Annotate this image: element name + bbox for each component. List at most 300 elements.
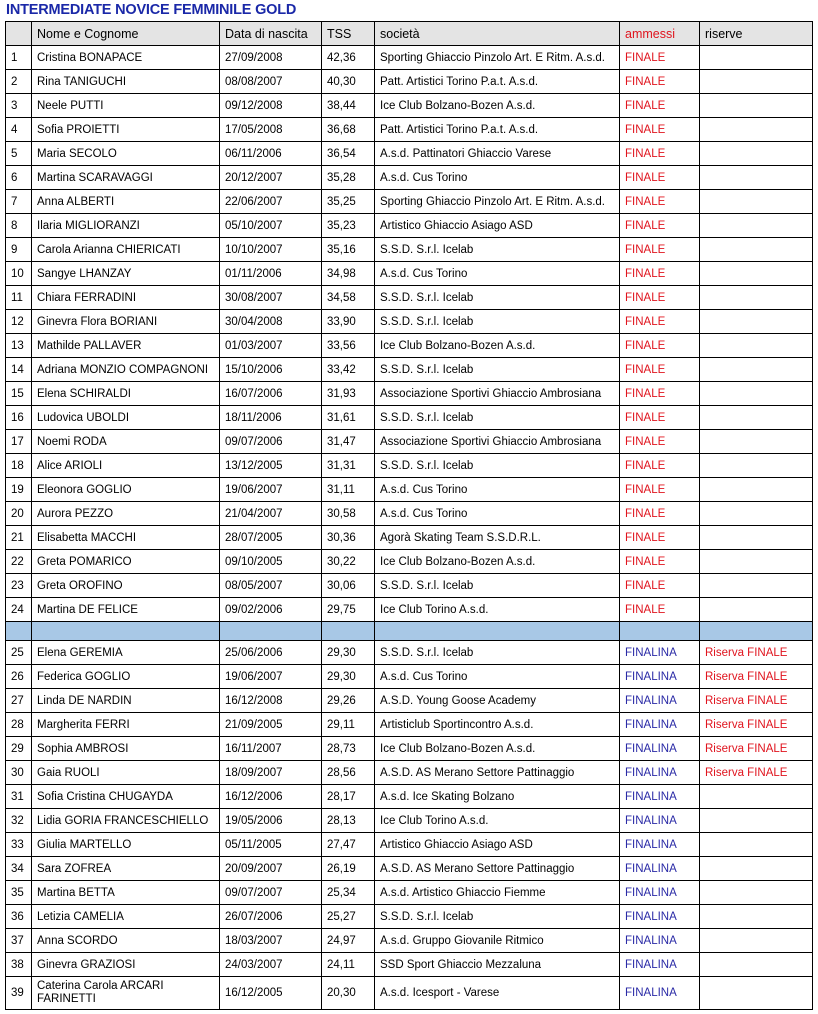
cell-name: Maria SECOLO — [32, 142, 220, 166]
cell-name: Ludovica UBOLDI — [32, 406, 220, 430]
table-body — [6, 46, 813, 1010]
cell-birth-date: 27/09/2008 — [220, 46, 322, 70]
cell-birth-date: 20/12/2007 — [220, 166, 322, 190]
cell-index: 4 — [6, 118, 32, 142]
cell-tss: 40,30 — [322, 70, 375, 94]
cell-birth-date: 18/11/2006 — [220, 406, 322, 430]
cell-birth-date: 09/12/2008 — [220, 94, 322, 118]
cell-ammessi: FINALINA — [620, 977, 700, 1010]
cell-ammessi: FINALINA — [620, 833, 700, 857]
cell-tss: 33,90 — [322, 310, 375, 334]
cell-index: 39 — [6, 977, 32, 1010]
table-row — [6, 238, 813, 262]
cell-index: 13 — [6, 334, 32, 358]
cell-birth-date: 05/11/2005 — [220, 833, 322, 857]
cell-index: 34 — [6, 857, 32, 881]
cell-name: Martina DE FELICE — [32, 598, 220, 622]
cell-tss: 25,27 — [322, 905, 375, 929]
table-row — [6, 334, 813, 358]
cell-index: 28 — [6, 713, 32, 737]
cell-club: S.S.D. S.r.l. Icelab — [375, 238, 620, 262]
cell-index: 32 — [6, 809, 32, 833]
cell-name: Anna ALBERTI — [32, 190, 220, 214]
cell-ammessi: FINALINA — [620, 665, 700, 689]
header-row — [6, 22, 813, 46]
cell-index: 35 — [6, 881, 32, 905]
cell-ammessi: FINALE — [620, 574, 700, 598]
cell-club: A.s.d. Cus Torino — [375, 262, 620, 286]
cell-club: Sporting Ghiaccio Pinzolo Art. E Ritm. A.s.d. — [375, 190, 620, 214]
cell-name: Martina SCARAVAGGI — [32, 166, 220, 190]
cell-club: S.S.D. S.r.l. Icelab — [375, 905, 620, 929]
cell-birth-date: 05/10/2007 — [220, 214, 322, 238]
cell-tss: 34,98 — [322, 262, 375, 286]
cell-ammessi: FINALE — [620, 238, 700, 262]
cell-club: A.s.d. Pattinatori Ghiaccio Varese — [375, 142, 620, 166]
cell-name: Federica GOGLIO — [32, 665, 220, 689]
cell-index: 17 — [6, 430, 32, 454]
cell-ammessi: FINALINA — [620, 713, 700, 737]
cell-ammessi: FINALE — [620, 358, 700, 382]
results-table — [5, 21, 813, 1010]
cell-name: Rina TANIGUCHI — [32, 70, 220, 94]
cell-club: Artisticlub Sportincontro A.s.d. — [375, 713, 620, 737]
table-row — [6, 46, 813, 70]
cell-riserve — [700, 382, 813, 406]
cell-birth-date: 30/04/2008 — [220, 310, 322, 334]
cell-index: 27 — [6, 689, 32, 713]
table-row — [6, 502, 813, 526]
separator-cell — [322, 622, 375, 641]
cell-ammessi: FINALE — [620, 334, 700, 358]
cell-club: Agorà Skating Team S.S.D.R.L. — [375, 526, 620, 550]
cell-club: Ice Club Bolzano-Bozen A.s.d. — [375, 334, 620, 358]
cell-ammessi: FINALE — [620, 118, 700, 142]
cell-birth-date: 22/06/2007 — [220, 190, 322, 214]
table-row — [6, 713, 813, 737]
cell-name: Giulia MARTELLO — [32, 833, 220, 857]
cell-ammessi: FINALE — [620, 430, 700, 454]
cell-club: A.s.d. Cus Torino — [375, 665, 620, 689]
cell-birth-date: 13/12/2005 — [220, 454, 322, 478]
cell-index: 1 — [6, 46, 32, 70]
cell-tss: 24,97 — [322, 929, 375, 953]
cell-club: Associazione Sportivi Ghiaccio Ambrosiana — [375, 382, 620, 406]
cell-name: Greta OROFINO — [32, 574, 220, 598]
cell-birth-date: 09/02/2006 — [220, 598, 322, 622]
cell-index: 18 — [6, 454, 32, 478]
cell-club: Ice Club Bolzano-Bozen A.s.d. — [375, 737, 620, 761]
separator-cell — [32, 622, 220, 641]
separator-cell — [6, 622, 32, 641]
cell-club: S.S.D. S.r.l. Icelab — [375, 574, 620, 598]
cell-birth-date: 17/05/2008 — [220, 118, 322, 142]
page-title: INTERMEDIATE NOVICE FEMMINILE GOLD — [6, 2, 297, 18]
cell-tss: 28,17 — [322, 785, 375, 809]
cell-riserve — [700, 70, 813, 94]
table-row — [6, 142, 813, 166]
cell-ammessi: FINALE — [620, 598, 700, 622]
cell-club: Ice Club Torino A.s.d. — [375, 598, 620, 622]
cell-index: 21 — [6, 526, 32, 550]
cell-index: 19 — [6, 478, 32, 502]
table-row — [6, 977, 813, 1010]
cell-birth-date: 06/11/2006 — [220, 142, 322, 166]
table-row — [6, 94, 813, 118]
cell-ammessi: FINALE — [620, 478, 700, 502]
cell-index: 12 — [6, 310, 32, 334]
cell-riserve — [700, 478, 813, 502]
cell-birth-date: 16/12/2005 — [220, 977, 322, 1010]
cell-ammessi: FINALE — [620, 382, 700, 406]
cell-ammessi: FINALINA — [620, 905, 700, 929]
cell-tss: 29,30 — [322, 665, 375, 689]
table-row — [6, 358, 813, 382]
cell-tss: 25,34 — [322, 881, 375, 905]
cell-riserve — [700, 550, 813, 574]
cell-name: Adriana MONZIO COMPAGNONI — [32, 358, 220, 382]
separator-row — [6, 622, 813, 641]
cell-club: Ice Club Bolzano-Bozen A.s.d. — [375, 94, 620, 118]
cell-tss: 28,56 — [322, 761, 375, 785]
cell-tss: 35,28 — [322, 166, 375, 190]
table-row — [6, 641, 813, 665]
cell-tss: 24,11 — [322, 953, 375, 977]
cell-riserve — [700, 190, 813, 214]
cell-index: 37 — [6, 929, 32, 953]
cell-ammessi: FINALE — [620, 550, 700, 574]
cell-ammessi: FINALINA — [620, 785, 700, 809]
header-index — [6, 22, 32, 46]
cell-birth-date: 20/09/2007 — [220, 857, 322, 881]
cell-riserve — [700, 526, 813, 550]
cell-riserve: Riserva FINALE — [700, 665, 813, 689]
separator-cell — [700, 622, 813, 641]
cell-tss: 35,16 — [322, 238, 375, 262]
table-row — [6, 785, 813, 809]
cell-ammessi: FINALE — [620, 166, 700, 190]
cell-club: Ice Club Bolzano-Bozen A.s.d. — [375, 550, 620, 574]
cell-club: A.S.D. Young Goose Academy — [375, 689, 620, 713]
table-row — [6, 929, 813, 953]
cell-ammessi: FINALE — [620, 70, 700, 94]
cell-ammessi: FINALE — [620, 190, 700, 214]
cell-riserve — [700, 977, 813, 1010]
cell-club: A.S.D. AS Merano Settore Pattinaggio — [375, 761, 620, 785]
cell-birth-date: 25/06/2006 — [220, 641, 322, 665]
cell-ammessi: FINALE — [620, 46, 700, 70]
cell-tss: 28,73 — [322, 737, 375, 761]
cell-tss: 31,31 — [322, 454, 375, 478]
cell-birth-date: 16/12/2008 — [220, 689, 322, 713]
cell-riserve — [700, 929, 813, 953]
cell-name: Aurora PEZZO — [32, 502, 220, 526]
cell-name: Lidia GORIA FRANCESCHIELLO — [32, 809, 220, 833]
cell-tss: 31,47 — [322, 430, 375, 454]
cell-name: Mathilde PALLAVER — [32, 334, 220, 358]
cell-birth-date: 16/11/2007 — [220, 737, 322, 761]
cell-birth-date: 24/03/2007 — [220, 953, 322, 977]
cell-index: 16 — [6, 406, 32, 430]
cell-club: A.s.d. Ice Skating Bolzano — [375, 785, 620, 809]
cell-tss: 29,11 — [322, 713, 375, 737]
header-name: Nome e Cognome — [32, 22, 220, 46]
cell-index: 24 — [6, 598, 32, 622]
cell-tss: 26,19 — [322, 857, 375, 881]
cell-index: 29 — [6, 737, 32, 761]
cell-name: Neele PUTTI — [32, 94, 220, 118]
cell-ammessi: FINALE — [620, 310, 700, 334]
cell-riserve — [700, 118, 813, 142]
cell-riserve — [700, 857, 813, 881]
cell-club: Patt. Artistici Torino P.a.t. A.s.d. — [375, 70, 620, 94]
cell-club: S.S.D. S.r.l. Icelab — [375, 286, 620, 310]
cell-index: 3 — [6, 94, 32, 118]
cell-index: 22 — [6, 550, 32, 574]
cell-riserve — [700, 358, 813, 382]
cell-name: Sofia Cristina CHUGAYDA — [32, 785, 220, 809]
header-tss: TSS — [322, 22, 375, 46]
table-row — [6, 809, 813, 833]
cell-tss: 28,13 — [322, 809, 375, 833]
cell-name: Alice ARIOLI — [32, 454, 220, 478]
cell-name: Carola Arianna CHIERICATI — [32, 238, 220, 262]
cell-birth-date: 21/09/2005 — [220, 713, 322, 737]
cell-ammessi: FINALINA — [620, 881, 700, 905]
cell-birth-date: 08/08/2007 — [220, 70, 322, 94]
cell-birth-date: 16/07/2006 — [220, 382, 322, 406]
cell-birth-date: 18/03/2007 — [220, 929, 322, 953]
cell-tss: 33,56 — [322, 334, 375, 358]
cell-name: Elena SCHIRALDI — [32, 382, 220, 406]
cell-name: Gaia RUOLI — [32, 761, 220, 785]
cell-name: Caterina Carola ARCARI FARINETTI — [32, 977, 220, 1010]
cell-club: S.S.D. S.r.l. Icelab — [375, 358, 620, 382]
cell-tss: 29,26 — [322, 689, 375, 713]
cell-index: 8 — [6, 214, 32, 238]
cell-index: 14 — [6, 358, 32, 382]
cell-birth-date: 26/07/2006 — [220, 905, 322, 929]
table-row — [6, 598, 813, 622]
cell-tss: 29,30 — [322, 641, 375, 665]
cell-name: Eleonora GOGLIO — [32, 478, 220, 502]
cell-name: Elisabetta MACCHI — [32, 526, 220, 550]
table-row — [6, 118, 813, 142]
cell-index: 38 — [6, 953, 32, 977]
table-row — [6, 953, 813, 977]
cell-tss: 36,68 — [322, 118, 375, 142]
cell-name: Sangye LHANZAY — [32, 262, 220, 286]
cell-club: S.S.D. S.r.l. Icelab — [375, 406, 620, 430]
cell-riserve — [700, 785, 813, 809]
cell-ammessi: FINALINA — [620, 953, 700, 977]
cell-ammessi: FINALE — [620, 142, 700, 166]
cell-club: S.S.D. S.r.l. Icelab — [375, 454, 620, 478]
cell-birth-date: 19/05/2006 — [220, 809, 322, 833]
cell-riserve — [700, 905, 813, 929]
cell-ammessi: FINALE — [620, 406, 700, 430]
cell-club: A.s.d. Cus Torino — [375, 502, 620, 526]
cell-tss: 20,30 — [322, 977, 375, 1010]
table-row — [6, 70, 813, 94]
cell-riserve — [700, 262, 813, 286]
cell-tss: 31,93 — [322, 382, 375, 406]
cell-name: Elena GEREMIA — [32, 641, 220, 665]
table-row — [6, 166, 813, 190]
cell-riserve — [700, 94, 813, 118]
cell-ammessi: FINALINA — [620, 641, 700, 665]
cell-birth-date: 19/06/2007 — [220, 478, 322, 502]
cell-tss: 42,36 — [322, 46, 375, 70]
cell-birth-date: 30/08/2007 — [220, 286, 322, 310]
header-birth-date: Data di nascita — [220, 22, 322, 46]
cell-name: Cristina BONAPACE — [32, 46, 220, 70]
cell-club: Artistico Ghiaccio Asiago ASD — [375, 833, 620, 857]
cell-birth-date: 01/03/2007 — [220, 334, 322, 358]
cell-riserve — [700, 46, 813, 70]
cell-ammessi: FINALE — [620, 502, 700, 526]
cell-tss: 36,54 — [322, 142, 375, 166]
table-row — [6, 905, 813, 929]
table-row — [6, 454, 813, 478]
cell-club: Patt. Artistici Torino P.a.t. A.s.d. — [375, 118, 620, 142]
cell-name: Ilaria MIGLIORANZI — [32, 214, 220, 238]
cell-club: Sporting Ghiaccio Pinzolo Art. E Ritm. A.s.d. — [375, 46, 620, 70]
cell-birth-date: 16/12/2006 — [220, 785, 322, 809]
cell-tss: 31,61 — [322, 406, 375, 430]
table-row — [6, 286, 813, 310]
cell-birth-date: 15/10/2006 — [220, 358, 322, 382]
cell-riserve — [700, 334, 813, 358]
cell-riserve — [700, 598, 813, 622]
table-row — [6, 689, 813, 713]
cell-club: A.s.d. Artistico Ghiaccio Fiemme — [375, 881, 620, 905]
cell-index: 7 — [6, 190, 32, 214]
cell-tss: 30,22 — [322, 550, 375, 574]
cell-club: A.s.d. Gruppo Giovanile Ritmico — [375, 929, 620, 953]
cell-tss: 38,44 — [322, 94, 375, 118]
cell-club: A.s.d. Cus Torino — [375, 478, 620, 502]
cell-index: 9 — [6, 238, 32, 262]
cell-riserve — [700, 310, 813, 334]
cell-name: Sophia AMBROSI — [32, 737, 220, 761]
cell-tss: 30,06 — [322, 574, 375, 598]
cell-tss: 29,75 — [322, 598, 375, 622]
cell-ammessi: FINALE — [620, 94, 700, 118]
table-row — [6, 310, 813, 334]
cell-birth-date: 01/11/2006 — [220, 262, 322, 286]
cell-riserve — [700, 454, 813, 478]
cell-tss: 30,36 — [322, 526, 375, 550]
header-club: società — [375, 22, 620, 46]
cell-tss: 30,58 — [322, 502, 375, 526]
cell-index: 10 — [6, 262, 32, 286]
cell-index: 20 — [6, 502, 32, 526]
cell-index: 25 — [6, 641, 32, 665]
cell-birth-date: 09/07/2007 — [220, 881, 322, 905]
cell-club: A.S.D. AS Merano Settore Pattinaggio — [375, 857, 620, 881]
table-row — [6, 382, 813, 406]
table-row — [6, 665, 813, 689]
cell-riserve — [700, 833, 813, 857]
cell-ammessi: FINALE — [620, 454, 700, 478]
cell-birth-date: 10/10/2007 — [220, 238, 322, 262]
cell-index: 15 — [6, 382, 32, 406]
cell-riserve — [700, 953, 813, 977]
header-ammessi: ammessi — [620, 22, 700, 46]
cell-riserve — [700, 574, 813, 598]
table-row — [6, 761, 813, 785]
cell-birth-date: 21/04/2007 — [220, 502, 322, 526]
cell-club: Artistico Ghiaccio Asiago ASD — [375, 214, 620, 238]
cell-club: Associazione Sportivi Ghiaccio Ambrosiana — [375, 430, 620, 454]
cell-name: Greta POMARICO — [32, 550, 220, 574]
table-row — [6, 881, 813, 905]
table-row — [6, 190, 813, 214]
cell-name: Noemi RODA — [32, 430, 220, 454]
cell-tss: 27,47 — [322, 833, 375, 857]
cell-ammessi: FINALE — [620, 526, 700, 550]
cell-name: Sara ZOFREA — [32, 857, 220, 881]
table-row — [6, 574, 813, 598]
separator-cell — [620, 622, 700, 641]
cell-name: Anna SCORDO — [32, 929, 220, 953]
cell-name: Martina BETTA — [32, 881, 220, 905]
cell-index: 31 — [6, 785, 32, 809]
cell-index: 6 — [6, 166, 32, 190]
cell-ammessi: FINALINA — [620, 809, 700, 833]
cell-ammessi: FINALINA — [620, 737, 700, 761]
cell-birth-date: 08/05/2007 — [220, 574, 322, 598]
cell-birth-date: 19/06/2007 — [220, 665, 322, 689]
cell-riserve: Riserva FINALE — [700, 689, 813, 713]
cell-tss: 34,58 — [322, 286, 375, 310]
cell-name: Letizia CAMELIA — [32, 905, 220, 929]
table-row — [6, 526, 813, 550]
cell-index: 33 — [6, 833, 32, 857]
cell-riserve — [700, 166, 813, 190]
table-row — [6, 406, 813, 430]
cell-riserve — [700, 238, 813, 262]
cell-riserve: Riserva FINALE — [700, 713, 813, 737]
cell-index: 26 — [6, 665, 32, 689]
cell-club: S.S.D. S.r.l. Icelab — [375, 310, 620, 334]
cell-club: S.S.D. S.r.l. Icelab — [375, 641, 620, 665]
cell-riserve — [700, 214, 813, 238]
cell-index: 30 — [6, 761, 32, 785]
cell-index: 36 — [6, 905, 32, 929]
table-row — [6, 857, 813, 881]
cell-club: A.s.d. Cus Torino — [375, 166, 620, 190]
cell-birth-date: 18/09/2007 — [220, 761, 322, 785]
table-row — [6, 737, 813, 761]
cell-riserve: Riserva FINALE — [700, 761, 813, 785]
cell-name: Chiara FERRADINI — [32, 286, 220, 310]
table-row — [6, 214, 813, 238]
cell-riserve: Riserva FINALE — [700, 641, 813, 665]
table-row — [6, 262, 813, 286]
cell-birth-date: 28/07/2005 — [220, 526, 322, 550]
cell-club: A.s.d. Icesport - Varese — [375, 977, 620, 1010]
separator-cell — [375, 622, 620, 641]
cell-tss: 31,11 — [322, 478, 375, 502]
table-row — [6, 430, 813, 454]
cell-name: Sofia PROIETTI — [32, 118, 220, 142]
header-riserve: riserve — [700, 22, 813, 46]
cell-ammessi: FINALINA — [620, 857, 700, 881]
cell-riserve — [700, 406, 813, 430]
cell-ammessi: FINALINA — [620, 689, 700, 713]
